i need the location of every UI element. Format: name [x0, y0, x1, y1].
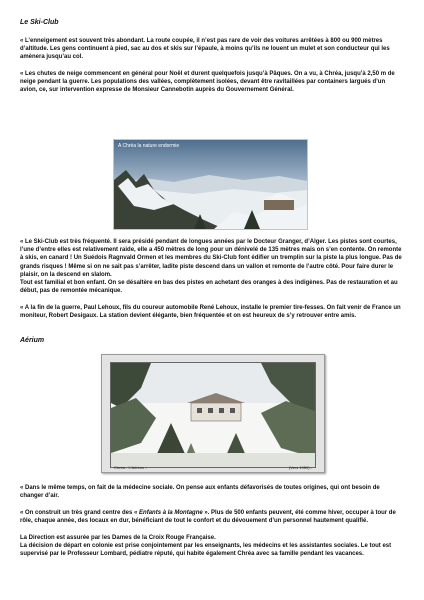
text-run: « On construit un très grand centre des « — [20, 510, 140, 516]
photo-caption-left: Chréa - L'Aérium - — [114, 465, 147, 470]
photo-chrea-snow — [113, 139, 308, 230]
paragraph-direction: La Direction est assurée par les Dames de la Croix Rouge Française. — [20, 535, 216, 541]
photo-caption: A Chréa la nature endormie — [118, 143, 180, 149]
text-run: ». Plus de 500 enfants peuvent, été comme hiver, occuper à tour de rôle, chaque année, des locaux en dur, bénéficiant de tout le confort et du dévouement d’un personnel hautement qualifié. — [20, 510, 396, 525]
snow-landscape-image — [114, 140, 307, 229]
section-title: Le Ski-Club — [20, 19, 59, 26]
emphasis-text: Enfants à la Montagne — [139, 510, 203, 516]
subsection-title: Aérium — [20, 337, 45, 344]
paragraph-enfants-montagne — [20, 509, 404, 525]
aerium-image — [111, 363, 315, 467]
paragraph-decision: La décision de départ en colonie est prise conjointement par les enseignants, les médecins et les assistantes sociales. Le tout est supervisé par le Professeur Lombard, pédiatre réputé, qui habite également Chréa avec sa famille pendant les vacances. — [20, 543, 392, 558]
paragraph-enneigement: « L’enneigement est souvent très abondant. La route coupée, il n’est pas rare de voir des voitures arrêtées à 800 ou 900 mètres d’altitude. Les gens continuent à pied, sac au dos et skis sur l’épaule, à moins qu’ils ne louent un mulet et son conducteur qui les amènera jusqu’au col. — [20, 38, 390, 61]
photo-aerium — [110, 362, 316, 468]
paragraph-ski-club: « Le Ski-Club est très fréquenté. Il sera présidé pendant de longues années par le Docteur Granger, d’Alger. Les pistes sont courtes, l’une d’entre elles est relativement raide, elle a 450 mètres de long pour un dénivelé de 135 mètres mais on s’en contente. On remonte à skis, en canard ! Un Suédois Ragnvald Ormen et les membres du Ski-Club font édifier un tremplin sur la piste la plus longue. Pas de grands risques ! Même si on ne sait pas s’arrêter, ladite piste descend dans un vallon et remonte de l’autre côté. Pour faire durer le plaisir, on la descend en slalom. — [20, 239, 402, 278]
paragraph-chutes-de-neige: « Les chutes de neige commencent en général pour Noël et durent quelquefois jusqu’à Pâques. On a vu, à Chréa, jusqu’à 2,50 m de neige pendant la guerre. Les populations des vallées, complètement isolées, devant être ravitaillées par containers largués d’un avion, ce, sur intervention expresse de Monsieur Cannebotin auprès du Gouvernement Général. — [20, 71, 395, 94]
paragraph-medecine-sociale: « Dans le même temps, on fait de la médecine sociale. On pense aux enfants défavorisés de toutes origines, qui ont besoin de changer d’air. — [20, 485, 380, 500]
paragraph-fin-de-guerre: « A la fin de la guerre, Paul Lehoux, fils du coureur automobile René Lehoux, installe le premier tire-fesses. On fait venir de France un moniteur, Robert Desigaux. La station devient élégante, bien fréquentée et on est heureux de s’y retrouver entre amis. — [20, 305, 401, 320]
paragraph-familial: Tout est familial et bon enfant. On se désaltère en bas des pistes en achetant des oranges à des indigènes. Pas de restauration et au début, pas de remontée mécanique. — [20, 280, 398, 295]
photo-aerium-frame — [101, 354, 325, 473]
photo-caption-right: (Vers 1950) - — [288, 465, 312, 470]
